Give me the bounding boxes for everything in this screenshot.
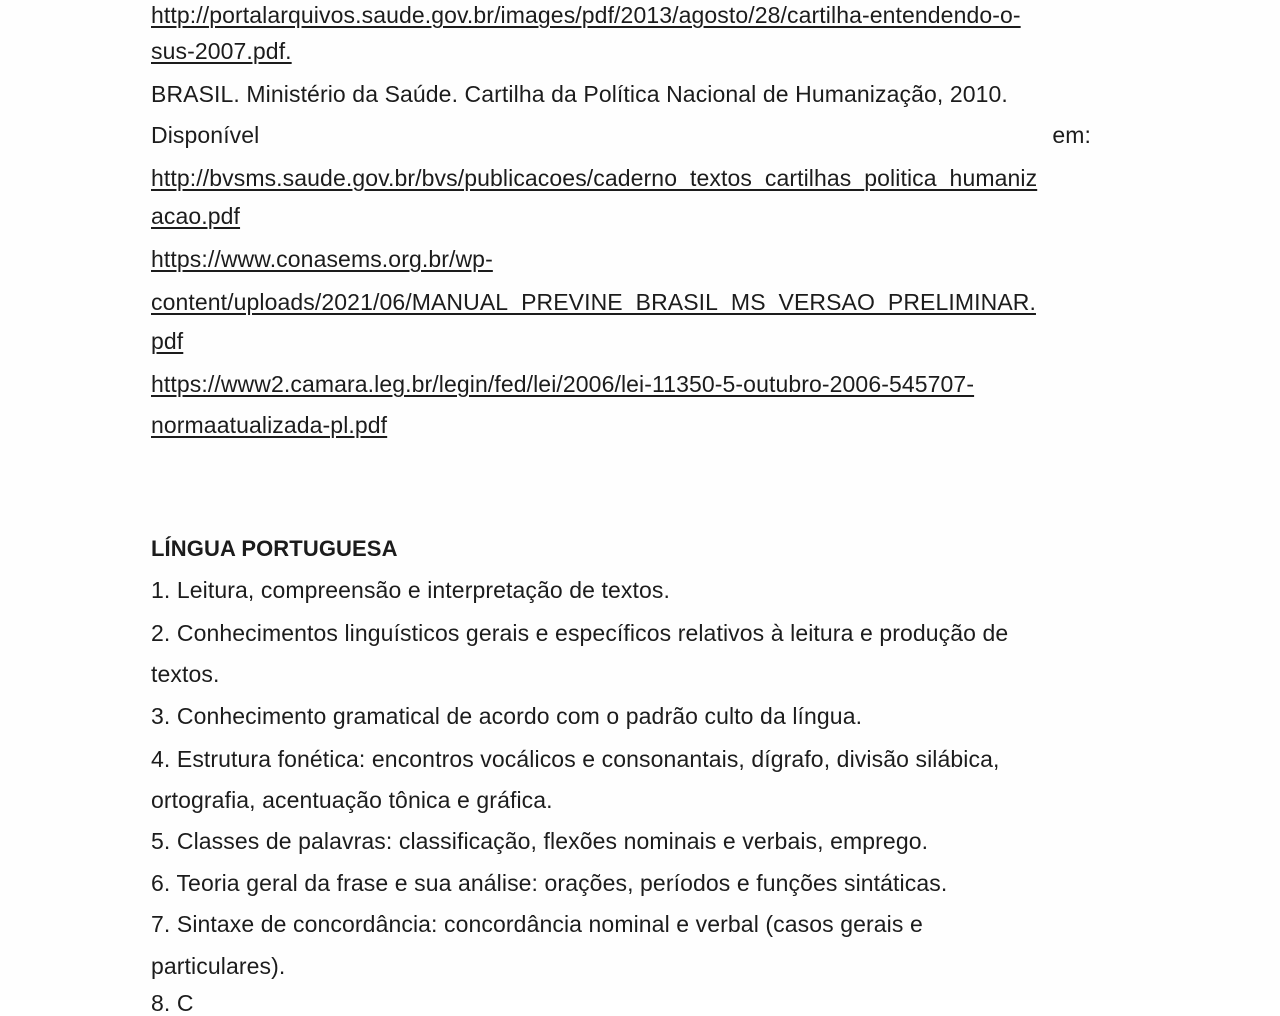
reference-brasil-humanizacao: BRASIL. Ministério da Saúde. Cartilha da Política Nacional de Humanização, 2010.: [151, 81, 1008, 107]
reference-link-humanizacao[interactable]: http://bvsms.saude.gov.br/bvs/publicacoes/caderno_textos_cartilhas_politica_humaniz: [151, 165, 1038, 191]
reference-link-camara-cont[interactable]: normaatualizada-pl.pdf: [151, 412, 388, 438]
reference-link-conasems-cont[interactable]: content/uploads/2021/06/MANUAL_PREVINE_BRASIL_MS_VERSAO_PRELIMINAR.: [151, 289, 1036, 315]
list-item: 6. Teoria geral da frase e sua análise: orações, períodos e funções sintáticas.: [151, 870, 948, 896]
list-item: 7. Sintaxe de concordância: concordância nominal e verbal (casos gerais e: [151, 911, 923, 937]
disponivel-label: Disponível: [151, 122, 260, 148]
reference-link-conasems-end[interactable]: pdf: [151, 328, 184, 354]
reference-link-humanizacao-cont[interactable]: acao.pdf: [151, 203, 241, 229]
list-item: 5. Classes de palavras: classificação, flexões nominais e verbais, emprego.: [151, 828, 929, 854]
list-item-partial: 8. C: [151, 990, 194, 1016]
reference-link-cartilha-sus-cont[interactable]: sus-2007.pdf.: [151, 38, 292, 64]
reference-link-cartilha-sus[interactable]: http://portalarquivos.saude.gov.br/images/pdf/2013/agosto/28/cartilha-entendendo-o-: [151, 2, 1021, 28]
list-item: 1. Leitura, compreensão e interpretação de textos.: [151, 577, 670, 603]
reference-link-conasems[interactable]: https://www.conasems.org.br/wp-: [151, 246, 493, 272]
em-label: em:: [1052, 122, 1091, 148]
list-item-continuation: textos.: [151, 661, 220, 687]
reference-link-camara[interactable]: https://www2.camara.leg.br/legin/fed/lei/2006/lei-11350-5-outubro-2006-545707-: [151, 371, 975, 397]
list-item-continuation: ortografia, acentuação tônica e gráfica.: [151, 787, 553, 813]
list-item: 3. Conhecimento gramatical de acordo com o padrão culto da língua.: [151, 703, 863, 729]
section-heading-lingua-portuguesa: LÍNGUA PORTUGUESA: [151, 536, 398, 561]
list-item: 4. Estrutura fonética: encontros vocálicos e consonantais, dígrafo, divisão silábica,: [151, 746, 1000, 772]
list-item-continuation: particulares).: [151, 953, 286, 979]
list-item: 2. Conhecimentos linguísticos gerais e específicos relativos à leitura e produção de: [151, 620, 1009, 646]
reference-availability-row: [151, 124, 1091, 147]
